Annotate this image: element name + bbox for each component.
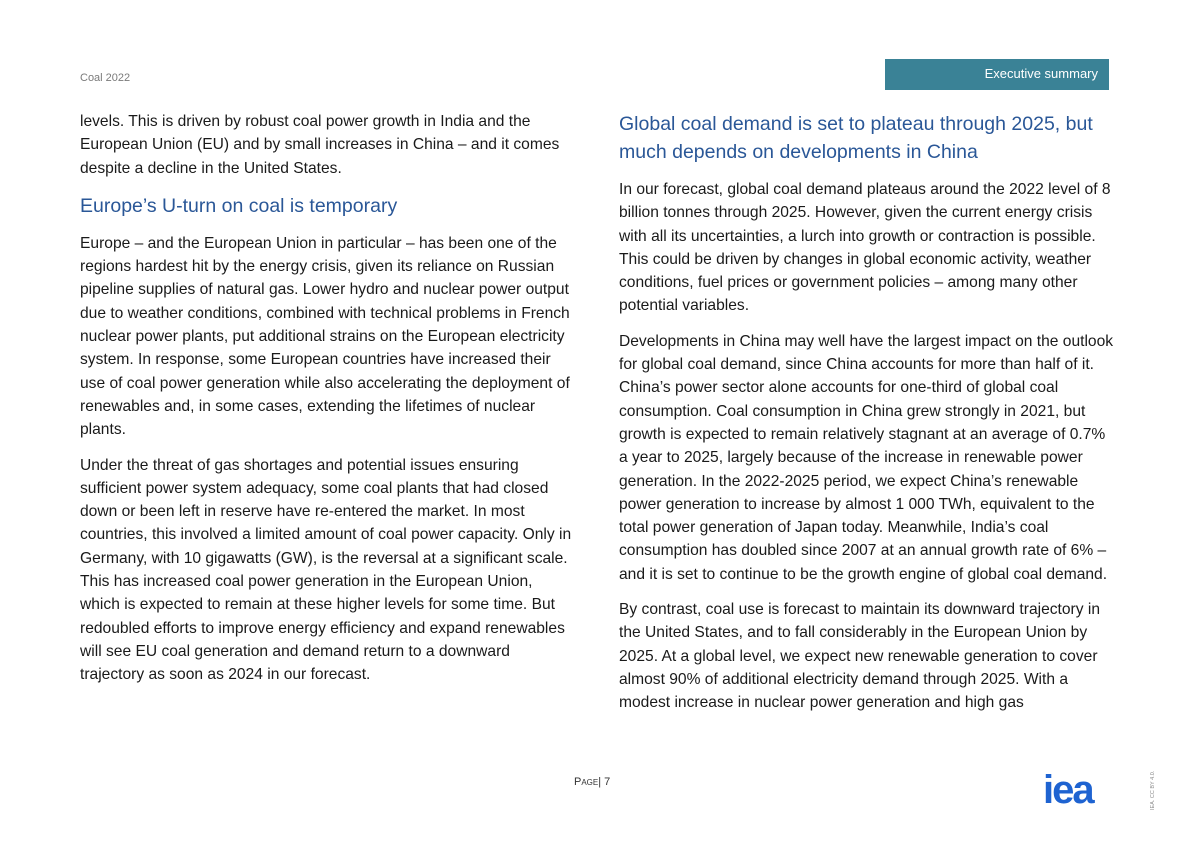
paragraph: Europe – and the European Union in particular – has been one of the regions hardest hit by the energy crisis, given its reliance on Russian pipeline supplies of natural gas. Lower hydro and nuclear power output due to weather conditions, combined with technical problems in French nuclear power plants, put additional strains on the European electricity system. In response, some European countries have increased their use of coal power generation while also accelerating the deployment of renewables and, in some cases, extending the lifetimes of nuclear plants. [80,234,570,439]
section-heading-global-demand: Global coal demand is set to plateau through 2025, but much depends on developments in China [619,113,1093,163]
iea-logo [1043,773,1111,806]
running-title: Coal 2022 [80,72,131,84]
left-column [80,110,574,699]
page-label: Page [574,776,599,788]
paragraph: Developments in China may well have the largest impact on the outlook for global coal demand, since China accounts for more than half of it. China’s power sector alone accounts for one-third of global coal consumption. Coal consumption in China grew strongly in 2021, but growth is expected to remain relatively stagnant at an average of 0.7% a year to 2025, largely because of the increase in renewable power generation. In the 2022-2025 period, we expect China’s renewable power generation to increase by almost 1 000 TWh, equivalent to the total power generation of Japan today. Meanwhile, India’s coal consumption has doubled since 2007 at an annual growth rate of 6% – and it is set to continue to be the growth engine of global coal demand. [619,332,1114,583]
right-column [619,110,1114,727]
license-credit: IEA. CC BY 4.0. [1150,770,1156,810]
section-tab: Executive summary [885,59,1109,90]
paragraph: Under the threat of gas shortages and potential issues ensuring sufficient power system adequacy, some coal plants that had closed down or been left in reserve have re-entered the market. In most countries, this involved a limited amount of coal power capacity. Only in Germany, with 10 gigawatts (GW), is the reversal at a significant scale. This has increased coal power generation in the European Union, which is expected to remain at these higher levels for some time. But redoubled efforts to improve energy efficiency and expand renewables will see EU coal generation and demand return to a downward trajectory as soon as 2024 in our forecast. [80,456,572,684]
paragraph: In our forecast, global coal demand plateaus around the 2022 level of 8 billion tonnes through 2025. However, given the current energy crisis with all its uncertainties, a lurch into growth or contraction is possible. This could be driven by changes in global economic activity, weather conditions, fuel prices or government policies – among many other potential variables. [619,181,1111,315]
paragraph: By contrast, coal use is forecast to maintain its downward trajectory in the United States, and to fall considerably in the European Union by 2025. At a global level, we expect new renewable generation to cover almost 90% of additional electricity demand through 2025. With a modest increase in nuclear power generation and high gas [619,601,1101,712]
section-heading-europe: Europe’s U-turn on coal is temporary [80,194,398,217]
page-separator: | [598,776,602,788]
logo-text: iea [1043,773,1093,806]
page-number [574,776,610,788]
page-number-value: 7 [604,776,611,788]
continued-paragraph: levels. This is driven by robust coal power growth in India and the European Union (EU) and by small increases in China – and it comes despite a decline in the United States. [80,113,560,177]
